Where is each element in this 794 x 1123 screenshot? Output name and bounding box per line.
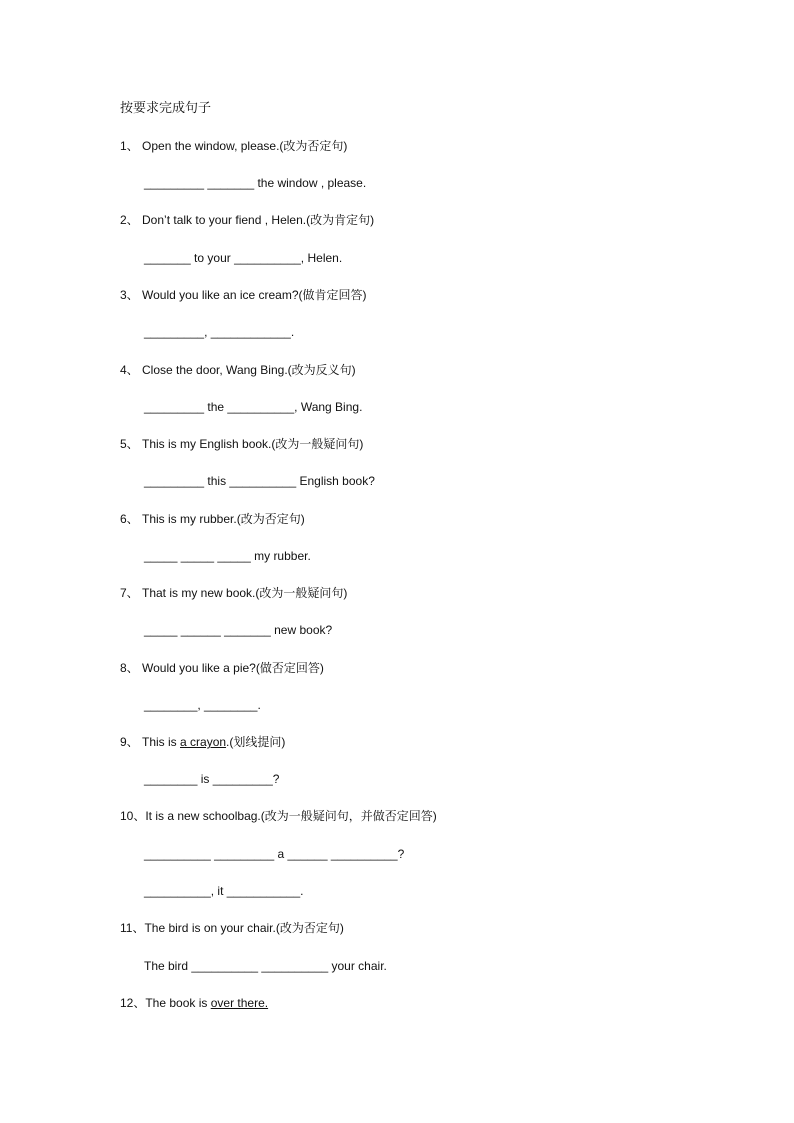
question-5: 5、 This is my English book.(改为一般疑问句): [120, 437, 364, 451]
question-11: 11、The bird is on your chair.(改为否定句): [120, 921, 344, 935]
answer-line-9: ________ is _________?: [144, 772, 280, 786]
answer-line-3: _________, ____________.: [144, 325, 295, 339]
answer-line-10a: __________ _________ a ______ __________?: [144, 847, 405, 861]
question-12-prefix: 12、The book is: [120, 996, 211, 1010]
question-10: 10、It is a new schoolbag.(改为一般疑问句，并做否定回答): [120, 809, 437, 823]
answer-line-6: _____ _____ _____ my rubber.: [144, 549, 311, 563]
question-2: 2、 Don’t talk to your fiend , Helen.(改为肯定句): [120, 213, 375, 227]
question-8: 8、 Would you like a pie?(做否定回答): [120, 661, 324, 675]
answer-line-10b: __________, it ___________.: [144, 884, 304, 898]
question-12: [120, 995, 268, 1011]
answer-line-2: _______ to your __________, Helen.: [144, 251, 343, 265]
answer-line-4: _________ the __________, Wang Bing.: [144, 400, 363, 414]
worksheet-title: 按要求完成句子: [120, 100, 212, 115]
question-7: 7、 That is my new book.(改为一般疑问句): [120, 586, 348, 600]
question-9: [120, 734, 285, 750]
question-1: 1、 Open the window, please.(改为否定句): [120, 139, 348, 153]
answer-line-7: _____ ______ _______ new book?: [144, 623, 333, 637]
question-9-suffix: .(划线提问): [226, 735, 286, 749]
question-12-underlined: over there.: [210, 996, 269, 1010]
question-4: 4、 Close the door, Wang Bing.(改为反义句): [120, 363, 356, 377]
question-3: 3、 Would you like an ice cream?(做肯定回答): [120, 288, 367, 302]
answer-line-1: _________ _______ the window , please.: [144, 176, 367, 190]
answer-line-8: ________, ________.: [144, 698, 261, 712]
question-9-prefix: 9、 This is: [120, 735, 181, 749]
question-6: 6、 This is my rubber.(改为否定句): [120, 512, 305, 526]
question-9-underlined: a crayon: [180, 735, 227, 749]
answer-line-11: The bird __________ __________ your chair.: [144, 959, 387, 973]
answer-line-5: _________ this __________ English book?: [144, 474, 375, 488]
